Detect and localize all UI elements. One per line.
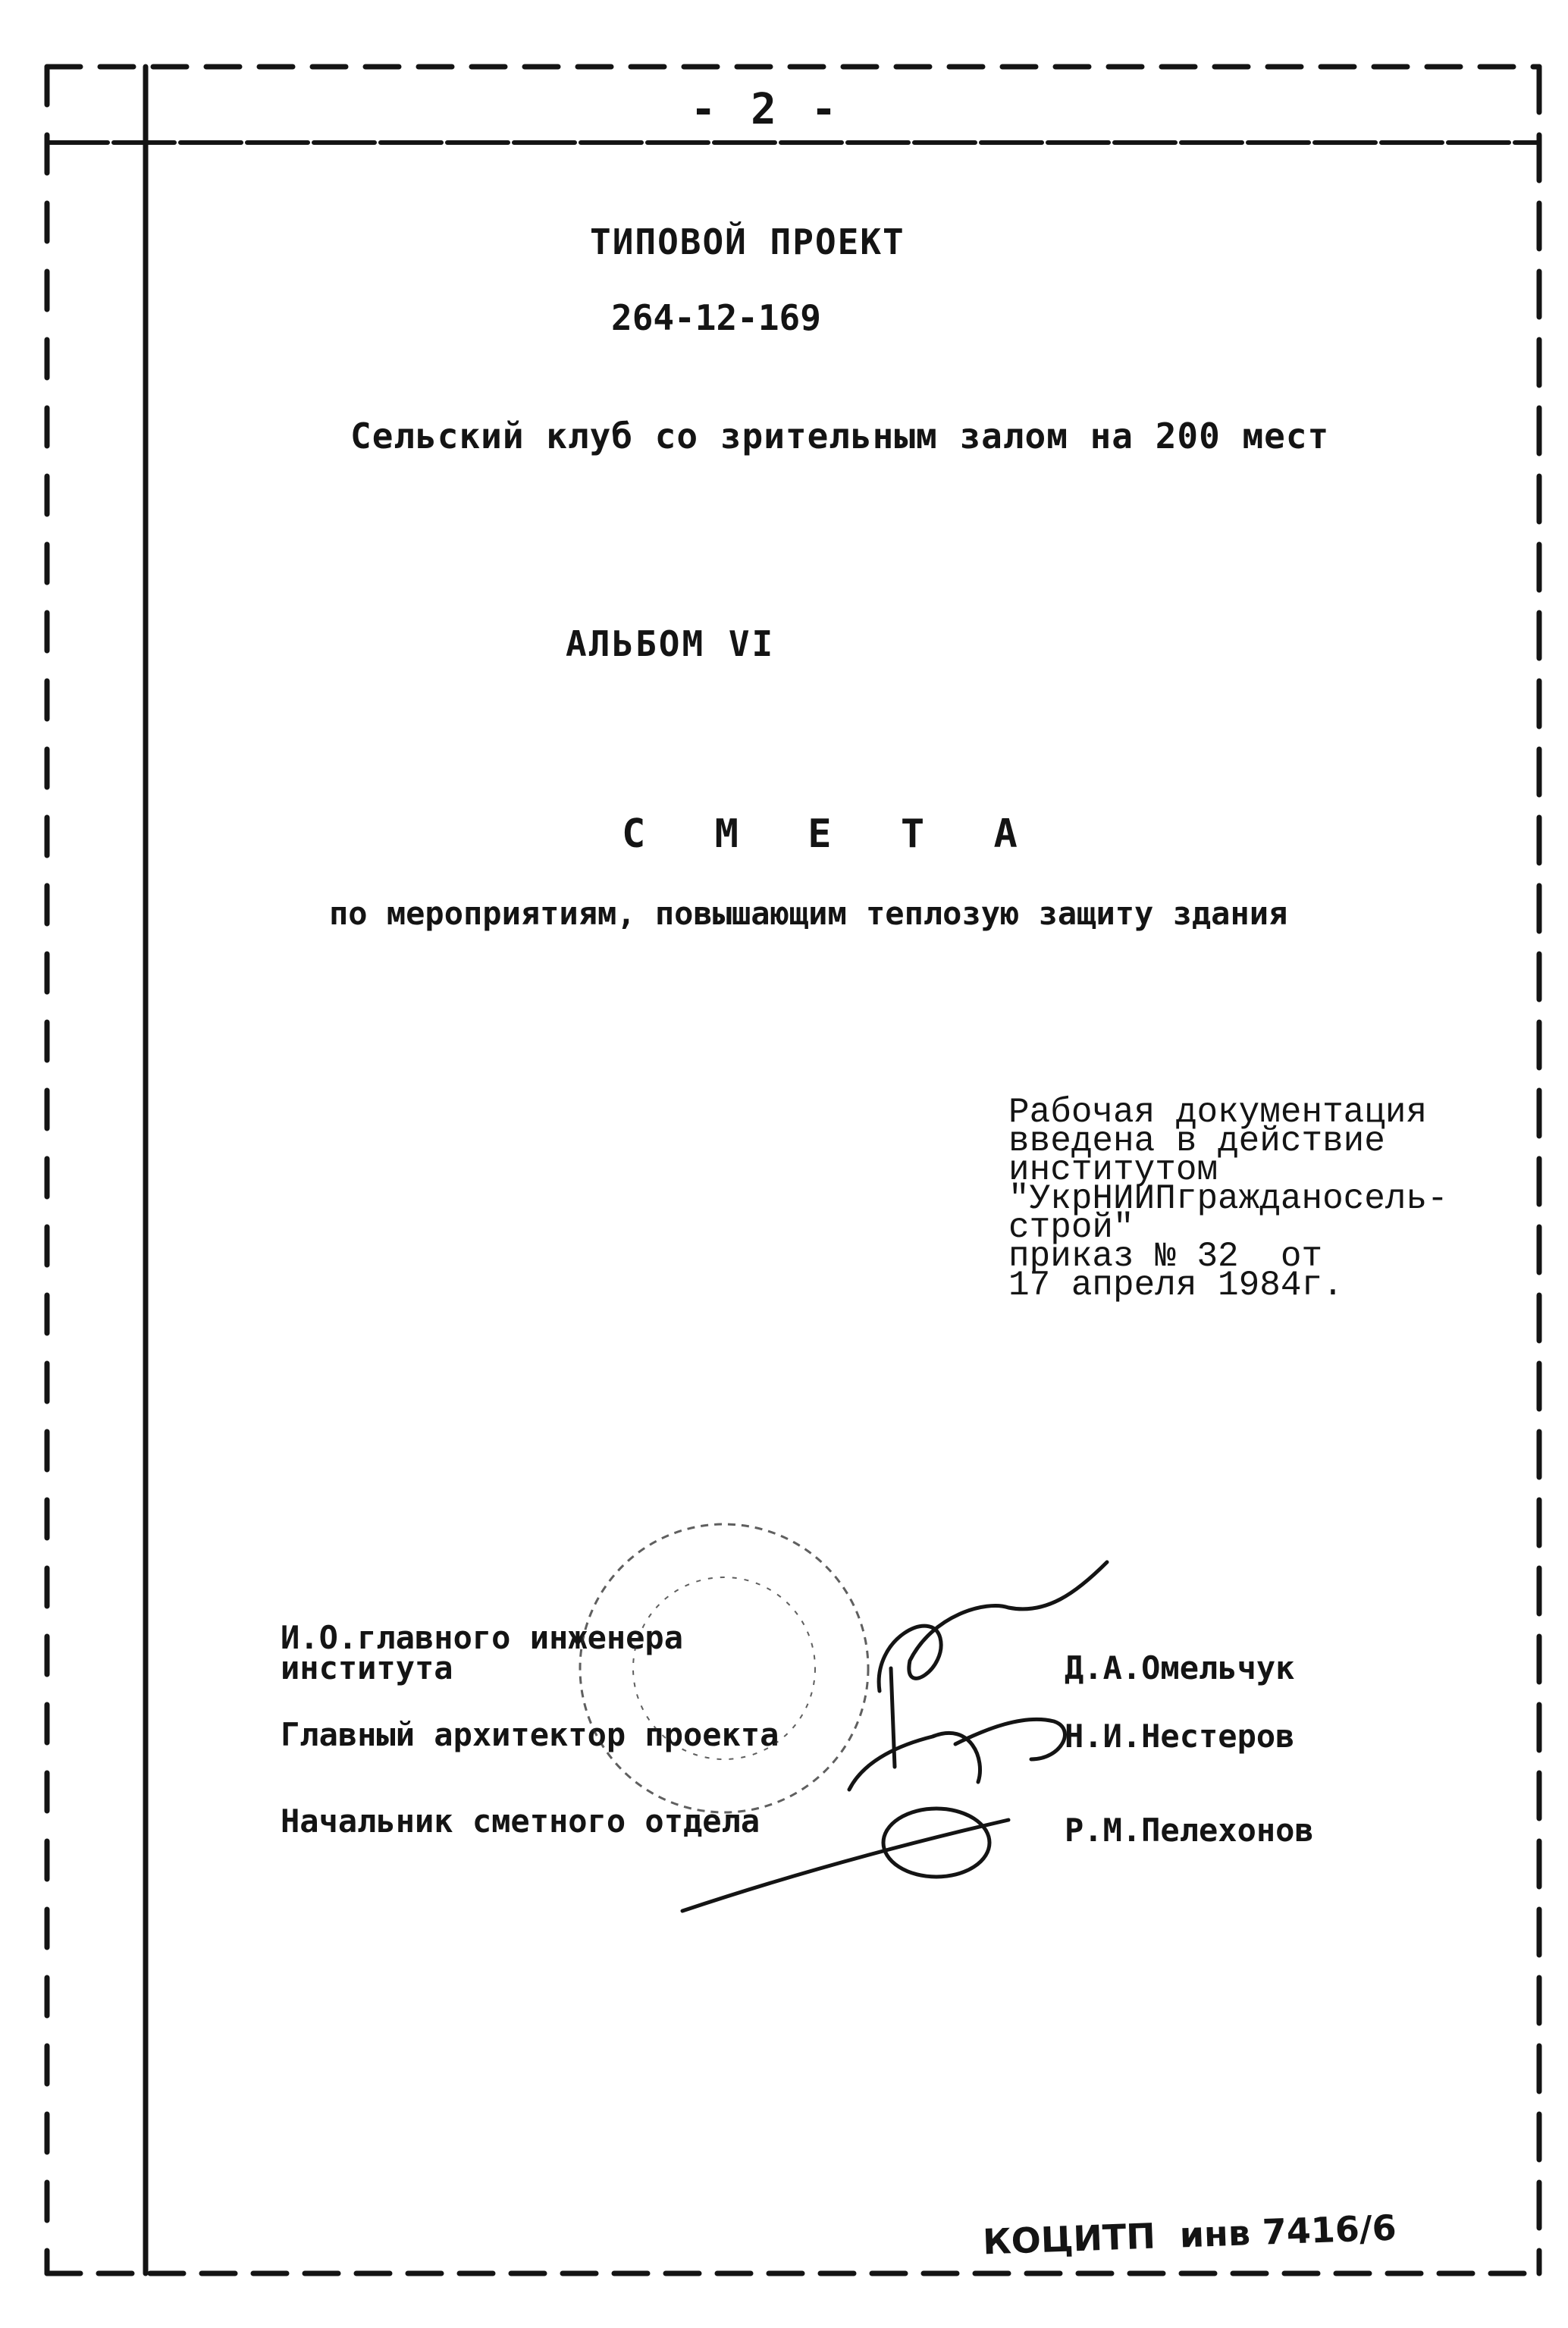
project-number: 264-12-169 <box>611 297 821 338</box>
signature-role-estimate-head: Начальник сметного отдела <box>281 1802 760 1840</box>
signature-role-chief-engineer: И.О.главного инженера института <box>281 1619 684 1686</box>
intro-line: приказ № 32 от <box>1008 1237 1323 1276</box>
archive-mark: КОЦИТП инв 7416/6 <box>982 2207 1397 2263</box>
signature-name-estimate-head: Р.М.Пелехонов <box>1065 1812 1314 1849</box>
page-number: - 2 - <box>690 85 842 134</box>
intro-line: 17 апреля 1984г. <box>1008 1266 1344 1305</box>
intro-line: строй" <box>1008 1208 1134 1247</box>
signature-name-chief-engineer: Д.А.Омельчук <box>1065 1649 1295 1686</box>
object-title: Сельский клуб со зрительным залом на 200 мест <box>350 416 1330 457</box>
introduction-note <box>1008 1093 1509 1305</box>
intro-line: введена в действие <box>1008 1122 1385 1161</box>
document-title: С М Е Т А <box>622 811 1040 857</box>
intro-line: институтом <box>1008 1150 1218 1190</box>
intro-line: "УкрНИИПгражданосель- <box>1008 1179 1448 1219</box>
signature-role-chief-architect: Главный архитектор проекта <box>281 1716 779 1753</box>
type-project-label: ТИПОВОЙ ПРОЕКТ <box>590 221 905 262</box>
estimate-subject: по мероприятиям, повышающим теплозую защиту здания <box>329 895 1288 932</box>
album-label: АЛЬБОМ VI <box>566 623 776 664</box>
intro-line: Рабочая документация <box>1008 1093 1428 1132</box>
signature-name-chief-architect: Н.И.Нестеров <box>1065 1718 1295 1755</box>
